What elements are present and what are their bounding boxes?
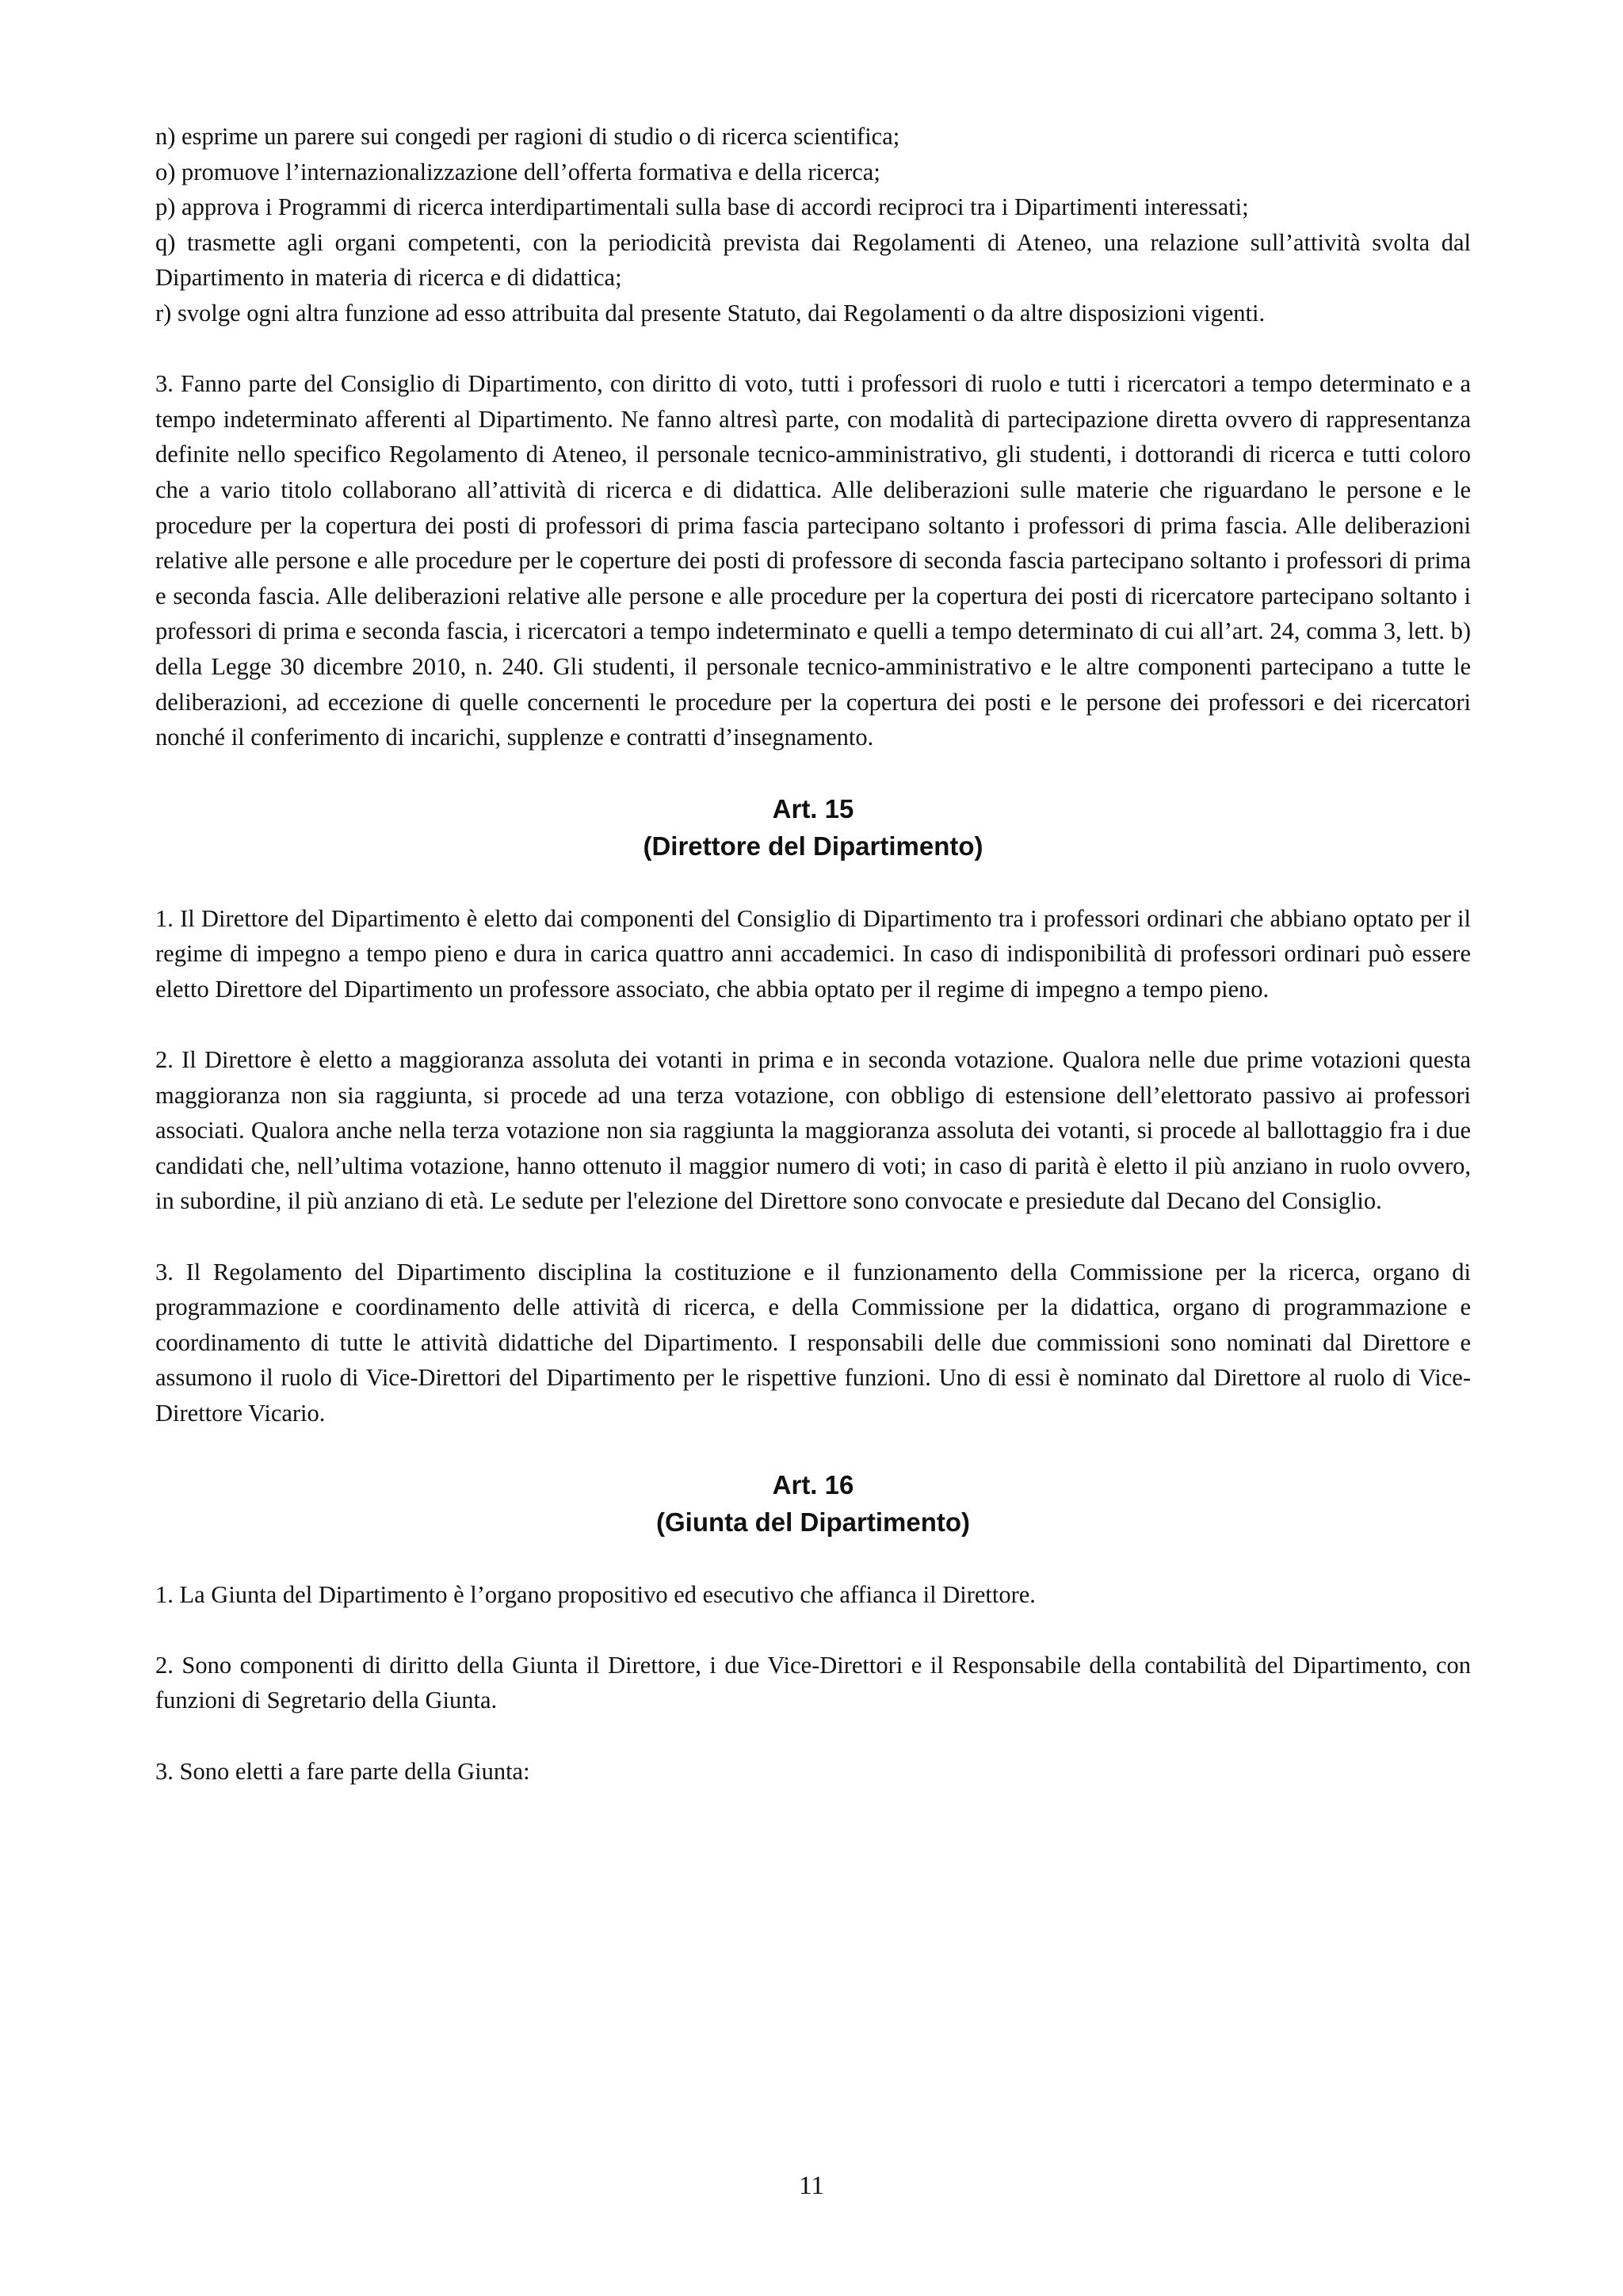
art16-paragraph-2: 2. Sono componenti di diritto della Giunta il Direttore, i due Vice-Direttori e il Responsabile della contabilità del Dipartimento, con funzioni di Segretario della Giunta. <box>155 1651 1471 1714</box>
art15-number: Art. 15 <box>772 793 854 823</box>
art14-paragraph-3: 3. Fanno parte del Consiglio di Dipartimento, con diritto di voto, tutti i professori di ruolo e tutti i ricercatori a tempo determinato e a tempo indeterminato afferenti al Dipartimento. Ne fanno altresì parte, con modalità di partecipazione diretta ovvero di rappresentanza definite nello specifico Regolamento di Ateneo, il personale tecnico-amministrativo, gli studenti, i dottorandi di ricerca e tutti coloro che a vario titolo collaborano all’attività di ricerca e di didattica. Alle deliberazioni sulle materie che riguardano le persone e le procedure per la copertura dei posti di professori di prima fascia partecipano soltanto i professori di prima fascia. Alle deliberazioni relative alle persone e alle procedure per le coperture dei posti di professore di seconda fascia partecipano soltanto i professori di prima e seconda fascia. Alle deliberazioni relative alle persone e alle procedure per la copertura dei posti di ricercatore partecipano soltanto i professori di prima e seconda fascia, i ricercatori a tempo indeterminato e quelli a tempo determinato di cui all’art. 24, comma 3, lett. b) della Legge 30 dicembre 2010, n. 240. Gli studenti, il personale tecnico-amministrativo e le altre componenti partecipano a tutte le deliberazioni, ad eccezione di quelle concernenti le procedure per la copertura dei posti e le persone dei professori e dei ricercatori nonché il conferimento di incarichi, supplenze e contratti d’insegnamento. <box>155 370 1471 751</box>
spacer <box>155 1219 1471 1255</box>
art15-paragraph-2: 2. Il Direttore è eletto a maggioranza assoluta dei votanti in prima e in seconda votazione. Qualora nelle due prime votazioni questa maggioranza non sia raggiunta, si procede ad una terza votazione, con obbligo di estensione dell’elettorato passivo ai professori associati. Qualora anche nella terza votazione non sia raggiunta la maggioranza assoluta dei votanti, si procede al ballottaggio fra i due candidati che, nell’ultima votazione, hanno ottenuto il maggior numero di voti; in caso di parità è eletto il più anziano in ruolo ovvero, in subordine, il più anziano di età. Le sedute per l'elezione del Direttore sono convocate e presiedute dal Decano del Consiglio. <box>155 1046 1471 1215</box>
list-item: n) esprime un parere sui congedi per ragioni di studio o di ricerca scientifica; <box>155 123 900 150</box>
page-number: 11 <box>799 2172 824 2200</box>
art16-heading <box>155 1466 1471 1541</box>
document-page <box>155 119 1471 1789</box>
spacer <box>155 331 1471 367</box>
spacer <box>155 1612 1471 1648</box>
spacer <box>155 1718 1471 1754</box>
list-item: q) trasmette agli organi competenti, con la periodicità prevista dai Regolamenti di Ateneo, una relazione sull’attività svolta dal Dipartimento in materia di ricerca e di didattica; <box>155 228 1471 292</box>
art16-paragraph-3: 3. Sono eletti a fare parte della Giunta: <box>155 1757 530 1785</box>
art15-heading <box>155 790 1471 865</box>
art15-title: (Direttore del Dipartimento) <box>643 831 983 861</box>
art15-paragraph-1: 1. Il Direttore del Dipartimento è eletto dai componenti del Consiglio di Dipartimento tra i professori ordinari che abbiano optato per il regime di impegno a tempo pieno e dura in carica quattro anni accademici. In caso di indisponibilità di professori ordinari può essere eletto Direttore del Dipartimento un professore associato, che abbia optato per il regime di impegno a tempo pieno. <box>155 904 1471 1003</box>
art16-number: Art. 16 <box>772 1469 854 1499</box>
art15-paragraph-3: 3. Il Regolamento del Dipartimento disciplina la costituzione e il funzionamento della Commissione per la ricerca, organo di programmazione e coordinamento delle attività di ricerca, e della Commissione per la didattica, organo di programmazione e coordinamento di tutte le attività didattiche del Dipartimento. I responsabili delle due commissioni sono nominati dal Direttore e assumono il ruolo di Vice-Direttori del Dipartimento per le rispettive funzioni. Uno di essi è nominato dal Direttore al ruolo di Vice-Direttore Vicario. <box>155 1258 1471 1427</box>
list-item: p) approva i Programmi di ricerca interdipartimentali sulla base di accordi reciproci tra i Dipartimenti interessati; <box>155 193 1249 221</box>
spacer <box>155 1007 1471 1042</box>
art16-paragraph-1: 1. La Giunta del Dipartimento è l’organo propositivo ed esecutivo che affianca il Direttore. <box>155 1580 1036 1608</box>
list-item: r) svolge ogni altra funzione ad esso attribuita dal presente Statuto, dai Regolamenti o da altre disposizioni vigenti. <box>155 299 1266 327</box>
art16-title: (Giunta del Dipartimento) <box>656 1507 970 1537</box>
list-item: o) promuove l’internazionalizzazione dell’offerta formativa e della ricerca; <box>155 158 880 185</box>
function-list <box>155 119 1471 331</box>
